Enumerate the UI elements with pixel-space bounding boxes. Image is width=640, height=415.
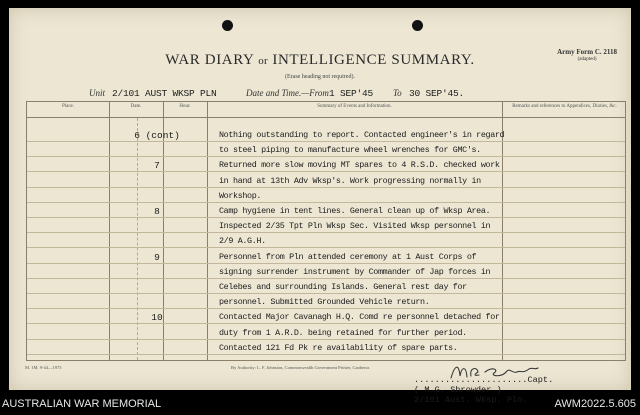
signer-name: ( M.G. Shrowder ) xyxy=(414,385,502,395)
ruled-line xyxy=(27,339,625,340)
ruled-line xyxy=(27,354,625,355)
row-summary-line: 2/9 A.G.H. xyxy=(219,236,266,247)
ruled-line xyxy=(27,278,625,279)
page-title xyxy=(9,52,631,69)
row-summary-line: Contacted 121 Fd Pk re availability of spare parts. xyxy=(219,342,458,353)
row-date: 7 xyxy=(154,160,160,172)
row-summary-line: Returned more slow moving MT spares to 4 R.S.D. checked work xyxy=(219,160,500,171)
row-date: 8 xyxy=(154,206,160,217)
date-label: Date and Time.—From xyxy=(246,88,329,98)
form-number: Army Form C. 2118 xyxy=(557,48,617,56)
printer-authority: By Authority: L. F. Johnston, Commonwealth Government Printer, Canberra. xyxy=(231,365,371,370)
column-header-place: Place. xyxy=(61,104,75,109)
ruled-line xyxy=(27,293,625,294)
ruled-line xyxy=(27,156,625,157)
row-summary-line: Personnel from Pln attended ceremony at 1 Aust Corps of xyxy=(219,251,477,262)
unit-value: 2/101 AUST WKSP PLN xyxy=(112,88,217,99)
row-summary-line: Celebes and surrounding Islands. General rest day for xyxy=(219,282,467,292)
row-summary-line: to steel piping to manufacture wheel wrenches for GMC's. xyxy=(219,145,481,156)
ruled-line xyxy=(27,217,625,218)
row-summary-line: Inspected 2/35 Tpt Pln Wksp Sec. Visited Wksp personnel in xyxy=(219,221,491,232)
date-to-label: To xyxy=(393,88,402,98)
diary-table xyxy=(26,101,626,361)
punch-hole xyxy=(412,20,423,31)
row-summary-line: in hand at 13th Adv Wksp's. Work progressing normally in xyxy=(219,175,481,186)
unit-line xyxy=(9,86,631,100)
row-summary-line: Workshop. xyxy=(219,190,262,201)
archive-caption-right: AWM2022.5.605 xyxy=(554,398,636,410)
row-date: 6 (cont) xyxy=(134,130,180,141)
column-header-summary: Summary of Events and Information. xyxy=(317,104,392,109)
row-summary-line: duty from 1 A.R.D. being retained for further period. xyxy=(219,327,467,338)
column-header-hour: Hour. xyxy=(179,104,191,109)
ruled-line xyxy=(27,308,625,309)
ruled-line xyxy=(27,202,625,203)
row-summary-line: Camp hygiene in tent lines. General clean up of Wksp Area. xyxy=(219,206,491,216)
form-adapted-note: (adapted) xyxy=(577,57,597,62)
ruled-line xyxy=(27,187,625,188)
ruled-line xyxy=(27,171,625,172)
row-summary-line: Contacted Major Cavanagh H.Q. Comd re personnel detached for xyxy=(219,312,500,323)
row-summary-line: Nothing outstanding to report. Contacted engineer's in regard xyxy=(219,130,505,140)
print-code: M. 1M. 9-44—1975 xyxy=(25,365,62,370)
ruled-line xyxy=(27,232,625,233)
ruled-line xyxy=(27,141,625,142)
punch-hole xyxy=(222,20,233,31)
column-header-remarks: Remarks and references to Appendices, Diaries, &c. xyxy=(512,104,617,109)
signer-unit: 2/101 Aust. Wksp. Pln. xyxy=(414,395,528,405)
column-header-date: Date. xyxy=(130,104,142,109)
title-or: or xyxy=(258,55,269,67)
ruled-line xyxy=(27,247,625,248)
unit-label: Unit xyxy=(89,88,106,98)
date-to-value: 30 SEP'45. xyxy=(409,88,465,99)
header-divider xyxy=(27,117,625,118)
row-summary-line: signing surrender instrument by Commander of Jap forces in xyxy=(219,266,491,277)
archive-caption-left: AUSTRALIAN WAR MEMORIAL xyxy=(2,398,162,410)
date-from-value: 1 SEP'45 xyxy=(329,88,374,99)
signature-dots: ......................Capt. xyxy=(414,375,554,385)
ruled-line xyxy=(27,263,625,264)
title-war-diary: WAR DIARY xyxy=(165,52,254,68)
row-date: 10 xyxy=(151,312,163,324)
row-date: 9 xyxy=(154,251,160,263)
title-intelligence-summary: INTELLIGENCE SUMMARY. xyxy=(272,52,475,68)
ruled-line xyxy=(27,323,625,324)
row-summary-line: personnel. Submitted Grounded Vehicle return. xyxy=(219,297,430,308)
erase-note: (Erase heading not required). xyxy=(285,74,355,80)
